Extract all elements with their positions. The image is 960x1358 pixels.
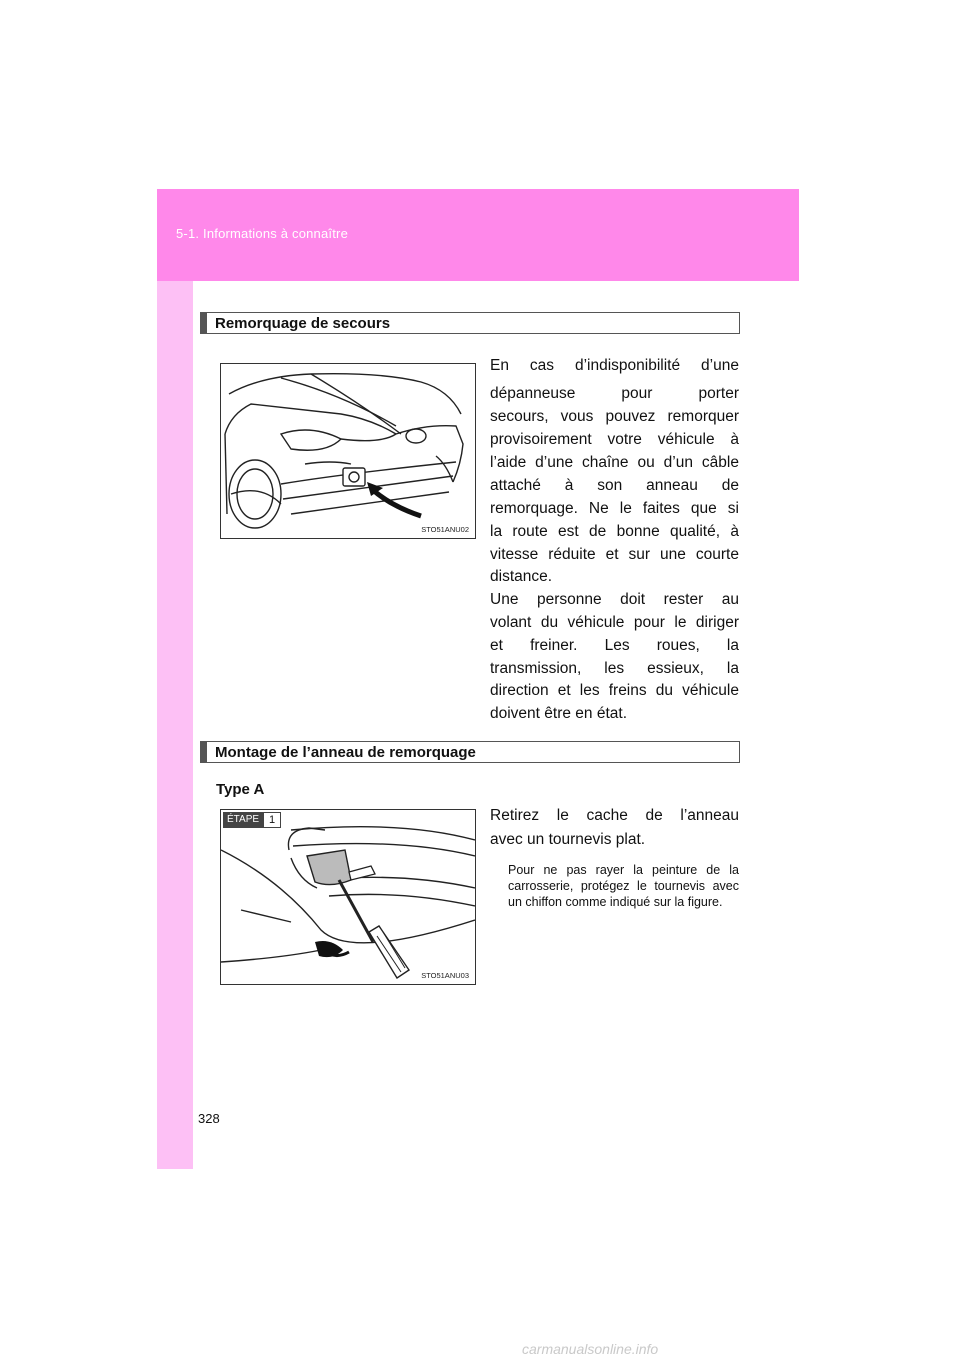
body-line-5: l’aide d’une chaîne ou d’un câble	[490, 454, 739, 471]
instruction-line-2: avec un tournevis plat.	[490, 831, 646, 848]
figure-code: STO51ANU03	[421, 971, 469, 980]
section-title-bar	[201, 742, 207, 762]
body-line-3: secours, vous pouvez remorquer	[490, 408, 739, 425]
step-label: ÉTAPE	[223, 812, 263, 828]
body-line-6: attaché à son anneau de	[490, 477, 739, 494]
car-front-illustration	[221, 364, 475, 538]
body-line-12: volant du véhicule pour le diriger	[490, 614, 739, 631]
figure-remove-cover-screwdriver	[220, 809, 476, 985]
section-title-text: Montage de l’anneau de remorquage	[215, 744, 476, 761]
note-text: Pour ne pas rayer la peinture de la carrosserie, protégez le tournevis avec un chiffon comme indiqué sur la figure.	[508, 863, 739, 909]
watermark: carmanualsonline.info	[522, 1341, 659, 1357]
instruction-line-1: Retirez le cache de l’anneau	[490, 807, 739, 824]
body-line-11: Une personne doit rester au	[490, 591, 739, 608]
body-line-7: remorquage. Ne le faites que si	[490, 500, 739, 517]
chapter-side-band	[157, 189, 193, 1169]
step-badge	[223, 812, 281, 828]
body-line-2: dépanneuse pour porter	[490, 385, 739, 402]
page-number: 328	[198, 1111, 220, 1126]
body-line-13: et freiner. Les roues, la	[490, 637, 739, 654]
figure-code: STO51ANU02	[421, 525, 469, 534]
body-line-14: transmission, les essieux, la	[490, 660, 739, 677]
section-title-bar	[201, 313, 207, 333]
body-line-1: En cas d’indisponibilité d’une	[490, 357, 739, 374]
screwdriver-illustration	[221, 810, 475, 984]
section-title-text: Remorquage de secours	[215, 315, 391, 332]
body-line-15: direction et les freins du véhicule	[490, 682, 739, 699]
breadcrumb: 5-1. Informations à connaître	[176, 226, 349, 241]
step-number: 1	[263, 812, 281, 828]
body-line-4: provisoirement votre véhicule à	[490, 431, 739, 448]
body-line-9: vitesse réduite et sur une courte	[490, 546, 739, 563]
type-label: Type A	[216, 781, 265, 798]
body-line-16: doivent être en état.	[490, 705, 628, 722]
section-title-tow-hook-installation	[200, 741, 740, 763]
figure-car-front-tow-hook	[220, 363, 476, 539]
section-title-emergency-towing	[200, 312, 740, 334]
body-line-10: distance.	[490, 568, 553, 585]
body-line-8: la route est de bonne qualité, à	[490, 523, 739, 540]
